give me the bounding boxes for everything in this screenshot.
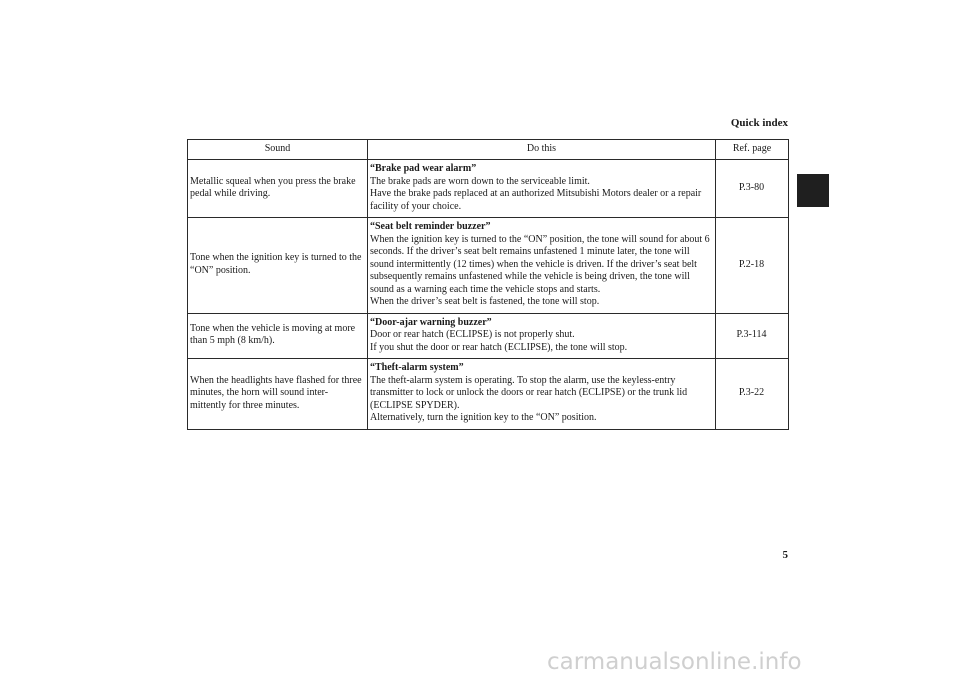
sound-cell: When the headlights have flashed for three minutes, the horn will sound inter-mittently for three minutes. — [188, 359, 368, 430]
instruction-line: The theft-alarm system is operating. To stop the alarm, use the keyless-entry transmitter to lock or unlock the doors or rear hatch (ECLIPSE) or the trunk lid (ECLIPSE SPYDER). — [370, 374, 688, 411]
table-row — [188, 160, 789, 218]
instruction-line: When the driver’s seat belt is fastened, the tone will stop. — [370, 296, 600, 307]
table-row — [188, 359, 789, 430]
do-this-cell — [368, 218, 716, 314]
warning-title: “Door-ajar warning buzzer” — [370, 316, 492, 328]
warning-title: “Seat belt reminder buzzer” — [370, 221, 491, 232]
sound-cell: Tone when the ignition key is turned to the “ON” position. — [188, 218, 368, 314]
page-number: 5 — [782, 549, 788, 561]
column-header-sound: Sound — [188, 140, 368, 160]
table-row — [188, 218, 789, 314]
sound-cell: Metallic squeal when you press the brake pedal while driving. — [188, 160, 368, 218]
do-this-cell — [368, 313, 716, 359]
ref-page-cell: P.2-18 — [716, 218, 789, 314]
do-this-cell — [368, 359, 716, 430]
instruction-line: Have the brake pads replaced at an authorized Mitsubishi Motors dealer or a repair facility of your choice. — [370, 188, 702, 212]
instruction-line: Alternatively, turn the ignition key to the “ON” position. — [370, 412, 597, 423]
sound-cell: Tone when the vehicle is moving at more than 5 mph (8 km/h). — [188, 313, 368, 359]
watermark-logo: carmanualsonline.info — [547, 649, 802, 675]
ref-page-cell: P.3-114 — [716, 313, 789, 359]
warning-title: “Theft-alarm system” — [370, 362, 464, 373]
do-this-cell — [368, 160, 716, 218]
warning-title: “Brake pad wear alarm” — [370, 163, 477, 174]
table-row — [188, 313, 789, 359]
instruction-line: If you shut the door or rear hatch (ECLIPSE), the tone will stop. — [370, 341, 628, 353]
instruction-line: The brake pads are worn down to the serviceable limit. — [370, 175, 590, 187]
table-header-row — [188, 140, 789, 160]
chapter-tab-marker — [797, 174, 829, 207]
ref-page-cell: P.3-80 — [716, 160, 789, 218]
instruction-line: When the ignition key is turned to the “ON” position, the tone will sound for about 6 seconds. If the driver’s seat belt remains unfastened 1 minute later, the tone will sound intermittently (12 times) when the vehicle is driven. If the driver’s seat belt subsequently remains unfastened while the vehicle is being driven, the tone will sound as a warning each time the vehicle stops and starts. — [370, 233, 710, 295]
ref-page-cell: P.3-22 — [716, 359, 789, 430]
instruction-line: Door or rear hatch (ECLIPSE) is not properly shut. — [370, 329, 575, 340]
sound-index-table — [187, 139, 789, 430]
column-header-do-this: Do this — [368, 140, 716, 160]
section-title: Quick index — [730, 117, 788, 129]
column-header-ref-page: Ref. page — [716, 140, 789, 160]
